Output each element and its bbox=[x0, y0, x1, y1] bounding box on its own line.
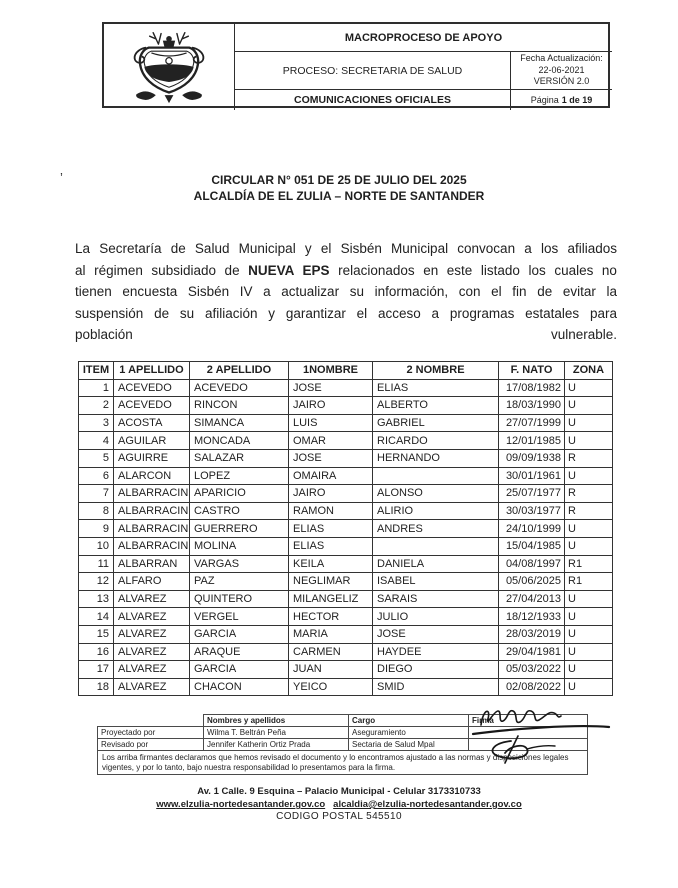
roster-cell: U bbox=[565, 590, 613, 608]
roster-cell: 8 bbox=[79, 502, 114, 520]
roster-cell: LOPEZ bbox=[190, 467, 289, 485]
roster-cell: ALONSO bbox=[373, 485, 499, 503]
roster-cell: HAYDEE bbox=[373, 643, 499, 661]
roster-cell: MONCADA bbox=[190, 432, 289, 450]
roster-cell: CARMEN bbox=[289, 643, 373, 661]
roster-cell: KEILA bbox=[289, 555, 373, 573]
roster-column-header: ITEM bbox=[79, 362, 114, 380]
roster-cell: 29/04/1981 bbox=[499, 643, 565, 661]
roster-cell: 2 bbox=[79, 397, 114, 415]
roster-cell: 4 bbox=[79, 432, 114, 450]
roster-cell: U bbox=[565, 661, 613, 679]
roster-cell: DANIELA bbox=[373, 555, 499, 573]
roster-cell: VERGEL bbox=[190, 608, 289, 626]
roster-cell: ALBARRACIN bbox=[114, 537, 190, 555]
signoff-name: Jennifer Katherin Ortiz Prada bbox=[204, 739, 349, 751]
roster-cell: U bbox=[565, 397, 613, 415]
roster-cell: GARCIA bbox=[190, 625, 289, 643]
signoff-table bbox=[97, 714, 588, 775]
signoff-label: Proyectado por bbox=[98, 727, 204, 739]
roster-cell: NEGLIMAR bbox=[289, 573, 373, 591]
comunicaciones-title: COMUNICACIONES OFICIALES bbox=[235, 90, 511, 110]
signoff-cargo: Aseguramiento bbox=[349, 727, 469, 739]
roster-cell: HECTOR bbox=[289, 608, 373, 626]
roster-cell: VARGAS bbox=[190, 555, 289, 573]
roster-cell: 04/08/1997 bbox=[499, 555, 565, 573]
version-value: VERSIÓN 2.0 bbox=[533, 76, 590, 87]
roster-cell: ALVAREZ bbox=[114, 661, 190, 679]
roster-cell: ALBARRACIN bbox=[114, 485, 190, 503]
scan-artifact-mark: ’ bbox=[60, 170, 63, 185]
coat-of-arms-logo bbox=[104, 24, 235, 110]
roster-cell: ALBARRACIN bbox=[114, 520, 190, 538]
signoff-note-row bbox=[98, 751, 588, 775]
roster-row bbox=[79, 397, 613, 415]
signoff-name: Wilma T. Beltrán Peña bbox=[204, 727, 349, 739]
paragraph-line: suspensión de su afiliación y garantizar el acceso a programas estatales para bbox=[75, 305, 617, 321]
roster-cell: 05/06/2025 bbox=[499, 573, 565, 591]
roster-cell: R1 bbox=[565, 573, 613, 591]
roster-cell: 15 bbox=[79, 625, 114, 643]
roster-cell: 24/10/1999 bbox=[499, 520, 565, 538]
roster-cell: 17 bbox=[79, 661, 114, 679]
signoff-col-firma: Firma bbox=[469, 715, 588, 727]
roster-cell: 14 bbox=[79, 608, 114, 626]
roster-cell: 27/07/1999 bbox=[499, 414, 565, 432]
roster-cell bbox=[373, 467, 499, 485]
roster-cell: 5 bbox=[79, 449, 114, 467]
roster-cell: ALBARRAN bbox=[114, 555, 190, 573]
paragraph-text: relacionados en este listado los cuales no bbox=[338, 262, 617, 278]
roster-cell: RAMON bbox=[289, 502, 373, 520]
roster-cell: 13 bbox=[79, 590, 114, 608]
footer-website-link: www.elzulia-nortedesantander.gov.co bbox=[156, 799, 326, 810]
roster-row bbox=[79, 573, 613, 591]
paragraph-line: población vulnerable. bbox=[75, 327, 617, 342]
roster-cell: JAIRO bbox=[289, 397, 373, 415]
roster-cell: U bbox=[565, 432, 613, 450]
roster-cell: U bbox=[565, 608, 613, 626]
roster-cell: GUERRERO bbox=[190, 520, 289, 538]
roster-cell: ALVAREZ bbox=[114, 590, 190, 608]
roster-cell: JOSE bbox=[289, 379, 373, 397]
macroproceso-title: MACROPROCESO DE APOYO bbox=[235, 24, 612, 52]
roster-row bbox=[79, 502, 613, 520]
nueva-eps-bold-text: NUEVA EPS bbox=[248, 262, 330, 278]
roster-cell: U bbox=[565, 414, 613, 432]
roster-cell: JAIRO bbox=[289, 485, 373, 503]
roster-cell: ALARCON bbox=[114, 467, 190, 485]
roster-table bbox=[78, 361, 613, 696]
roster-cell: LUIS bbox=[289, 414, 373, 432]
roster-row bbox=[79, 555, 613, 573]
paragraph-line bbox=[75, 260, 617, 282]
roster-cell: QUINTERO bbox=[190, 590, 289, 608]
roster-row bbox=[79, 432, 613, 450]
roster-body bbox=[79, 379, 613, 696]
roster-cell: 17/08/1982 bbox=[499, 379, 565, 397]
intro-paragraph bbox=[75, 238, 617, 346]
roster-cell: U bbox=[565, 520, 613, 538]
roster-cell: OMAIRA bbox=[289, 467, 373, 485]
roster-row bbox=[79, 467, 613, 485]
roster-cell: ALVAREZ bbox=[114, 625, 190, 643]
roster-cell: ALVAREZ bbox=[114, 643, 190, 661]
roster-cell: 02/08/2022 bbox=[499, 678, 565, 696]
roster-cell: 27/04/2013 bbox=[499, 590, 565, 608]
pagina-label: Página bbox=[530, 95, 559, 105]
roster-cell: AGUIRRE bbox=[114, 449, 190, 467]
roster-cell: 25/07/1977 bbox=[499, 485, 565, 503]
fecha-actualizacion-cell bbox=[511, 52, 612, 90]
roster-cell bbox=[373, 537, 499, 555]
roster-cell: RICARDO bbox=[373, 432, 499, 450]
roster-cell: HERNANDO bbox=[373, 449, 499, 467]
roster-cell: U bbox=[565, 467, 613, 485]
signoff-firma-cell bbox=[469, 727, 588, 739]
roster-cell: ARAQUE bbox=[190, 643, 289, 661]
pagina-value: 1 de 19 bbox=[561, 95, 593, 105]
roster-column-header: F. NATO bbox=[499, 362, 565, 380]
roster-cell: SARAIS bbox=[373, 590, 499, 608]
roster-cell: U bbox=[565, 379, 613, 397]
roster-row bbox=[79, 678, 613, 696]
roster-cell: 12/01/1985 bbox=[499, 432, 565, 450]
roster-cell: 12 bbox=[79, 573, 114, 591]
roster-cell: ELIAS bbox=[373, 379, 499, 397]
roster-cell: ANDRES bbox=[373, 520, 499, 538]
roster-cell: 15/04/1985 bbox=[499, 537, 565, 555]
roster-cell: U bbox=[565, 678, 613, 696]
coat-of-arms-icon bbox=[125, 29, 213, 105]
roster-cell: CHACON bbox=[190, 678, 289, 696]
roster-cell: APARICIO bbox=[190, 485, 289, 503]
roster-cell: R bbox=[565, 502, 613, 520]
roster-cell: 1 bbox=[79, 379, 114, 397]
roster-cell: 18 bbox=[79, 678, 114, 696]
signoff-row-proyectado bbox=[98, 727, 588, 739]
roster-cell: CASTRO bbox=[190, 502, 289, 520]
roster-cell: ALFARO bbox=[114, 573, 190, 591]
roster-cell: JOSE bbox=[373, 625, 499, 643]
roster-cell: YEICO bbox=[289, 678, 373, 696]
roster-row bbox=[79, 520, 613, 538]
roster-row bbox=[79, 608, 613, 626]
roster-cell: R1 bbox=[565, 555, 613, 573]
signoff-firma-cell bbox=[469, 739, 588, 751]
roster-column-header: 2 APELLIDO bbox=[190, 362, 289, 380]
roster-row bbox=[79, 590, 613, 608]
roster-cell: JUAN bbox=[289, 661, 373, 679]
roster-cell: OMAR bbox=[289, 432, 373, 450]
roster-cell: 10 bbox=[79, 537, 114, 555]
roster-row bbox=[79, 625, 613, 643]
roster-row bbox=[79, 537, 613, 555]
roster-cell: AGUILAR bbox=[114, 432, 190, 450]
roster-cell: U bbox=[565, 625, 613, 643]
signoff-cargo: Sectaria de Salud Mpal bbox=[349, 739, 469, 751]
roster-cell: 09/09/1938 bbox=[499, 449, 565, 467]
roster-cell: 18/03/1990 bbox=[499, 397, 565, 415]
signoff-col-names: Nombres y apellidos bbox=[204, 715, 349, 727]
roster-cell: ELIAS bbox=[289, 520, 373, 538]
proceso-title: PROCESO: SECRETARIA DE SALUD bbox=[235, 52, 511, 90]
roster-cell: 9 bbox=[79, 520, 114, 538]
roster-cell: 3 bbox=[79, 414, 114, 432]
signoff-label: Revisado por bbox=[98, 739, 204, 751]
roster-cell: SMID bbox=[373, 678, 499, 696]
roster-cell: ALBARRACIN bbox=[114, 502, 190, 520]
fecha-label: Fecha Actualización: bbox=[520, 53, 603, 64]
alcaldia-title-line: ALCALDÍA DE EL ZULIA – NORTE DE SANTANDER bbox=[193, 188, 485, 203]
signoff-note: Los arriba firmantes declaramos que hemos revisado el documento y lo encontramos ajustado a las normas y disposiciones legales vigentes, y por lo tanto, bajo nuestra responsabilidad lo presentamos para la firma. bbox=[98, 751, 588, 775]
roster-cell: 6 bbox=[79, 467, 114, 485]
roster-column-header: 2 NOMBRE bbox=[373, 362, 499, 380]
roster-column-header: 1 APELLIDO bbox=[114, 362, 190, 380]
roster-row bbox=[79, 414, 613, 432]
footer-address: Av. 1 Calle. 9 Esquina – Palacio Municipal - Celular 3173310733 bbox=[197, 786, 481, 797]
roster-cell: 30/03/1977 bbox=[499, 502, 565, 520]
roster-row bbox=[79, 379, 613, 397]
roster-cell: ALIRIO bbox=[373, 502, 499, 520]
footer-email-link: alcaldia@elzulia-nortedesantander.gov.co bbox=[333, 799, 522, 810]
paragraph-text: al régimen subsidiado de bbox=[75, 262, 240, 278]
roster-cell: 7 bbox=[79, 485, 114, 503]
circular-title-line: CIRCULAR N° 051 DE 25 DE JULIO DEL 2025 bbox=[211, 173, 467, 187]
roster-row bbox=[79, 449, 613, 467]
paragraph-line: La Secretaría de Salud Municipal y el Sisbén Municipal convocan a los afiliados bbox=[75, 241, 617, 256]
roster-cell: JULIO bbox=[373, 608, 499, 626]
roster-cell: ACEVEDO bbox=[190, 379, 289, 397]
roster-cell: ALVAREZ bbox=[114, 608, 190, 626]
roster-cell: ALBERTO bbox=[373, 397, 499, 415]
roster-cell: 16 bbox=[79, 643, 114, 661]
roster-cell: RINCON bbox=[190, 397, 289, 415]
roster-cell: ELIAS bbox=[289, 537, 373, 555]
roster-cell: U bbox=[565, 537, 613, 555]
roster-header-row bbox=[79, 362, 613, 380]
roster-row bbox=[79, 661, 613, 679]
roster-cell: ISABEL bbox=[373, 573, 499, 591]
document-footer bbox=[24, 786, 654, 822]
footer-links bbox=[24, 799, 654, 810]
roster-cell: 28/03/2019 bbox=[499, 625, 565, 643]
roster-cell: JOSE bbox=[289, 449, 373, 467]
roster-cell: ALVAREZ bbox=[114, 678, 190, 696]
roster-row bbox=[79, 485, 613, 503]
roster-cell: GARCIA bbox=[190, 661, 289, 679]
roster-cell: SIMANCA bbox=[190, 414, 289, 432]
roster-cell: U bbox=[565, 643, 613, 661]
letterhead-table bbox=[102, 22, 610, 108]
page-number-cell bbox=[511, 90, 612, 110]
paragraph-line: tienen encuesta Sisbén IV a actualizar su información, con el fin de evitar la bbox=[75, 284, 617, 299]
roster-cell: SALAZAR bbox=[190, 449, 289, 467]
roster-cell: R bbox=[565, 485, 613, 503]
fecha-value: 22-06-2021 bbox=[538, 64, 585, 75]
roster-column-header: 1NOMBRE bbox=[289, 362, 373, 380]
roster-cell: PAZ bbox=[190, 573, 289, 591]
footer-postal-code: CODIGO POSTAL 545510 bbox=[276, 811, 402, 822]
roster-cell: MILANGELIZ bbox=[289, 590, 373, 608]
roster-row bbox=[79, 643, 613, 661]
roster-cell: 11 bbox=[79, 555, 114, 573]
roster-cell: DIEGO bbox=[373, 661, 499, 679]
document-title bbox=[0, 173, 678, 204]
signoff-row-revisado bbox=[98, 739, 588, 751]
roster-cell: ACEVEDO bbox=[114, 379, 190, 397]
roster-column-header: ZONA bbox=[565, 362, 613, 380]
roster-cell: ACOSTA bbox=[114, 414, 190, 432]
roster-cell: 30/01/1961 bbox=[499, 467, 565, 485]
signoff-col-cargo: Cargo bbox=[349, 715, 469, 727]
signoff-blank-cell bbox=[98, 715, 204, 727]
roster-cell: 05/03/2022 bbox=[499, 661, 565, 679]
roster-cell: ACEVEDO bbox=[114, 397, 190, 415]
roster-cell: R bbox=[565, 449, 613, 467]
roster-cell: 18/12/1933 bbox=[499, 608, 565, 626]
roster-cell: MARIA bbox=[289, 625, 373, 643]
roster-cell: GABRIEL bbox=[373, 414, 499, 432]
roster-cell: MOLINA bbox=[190, 537, 289, 555]
